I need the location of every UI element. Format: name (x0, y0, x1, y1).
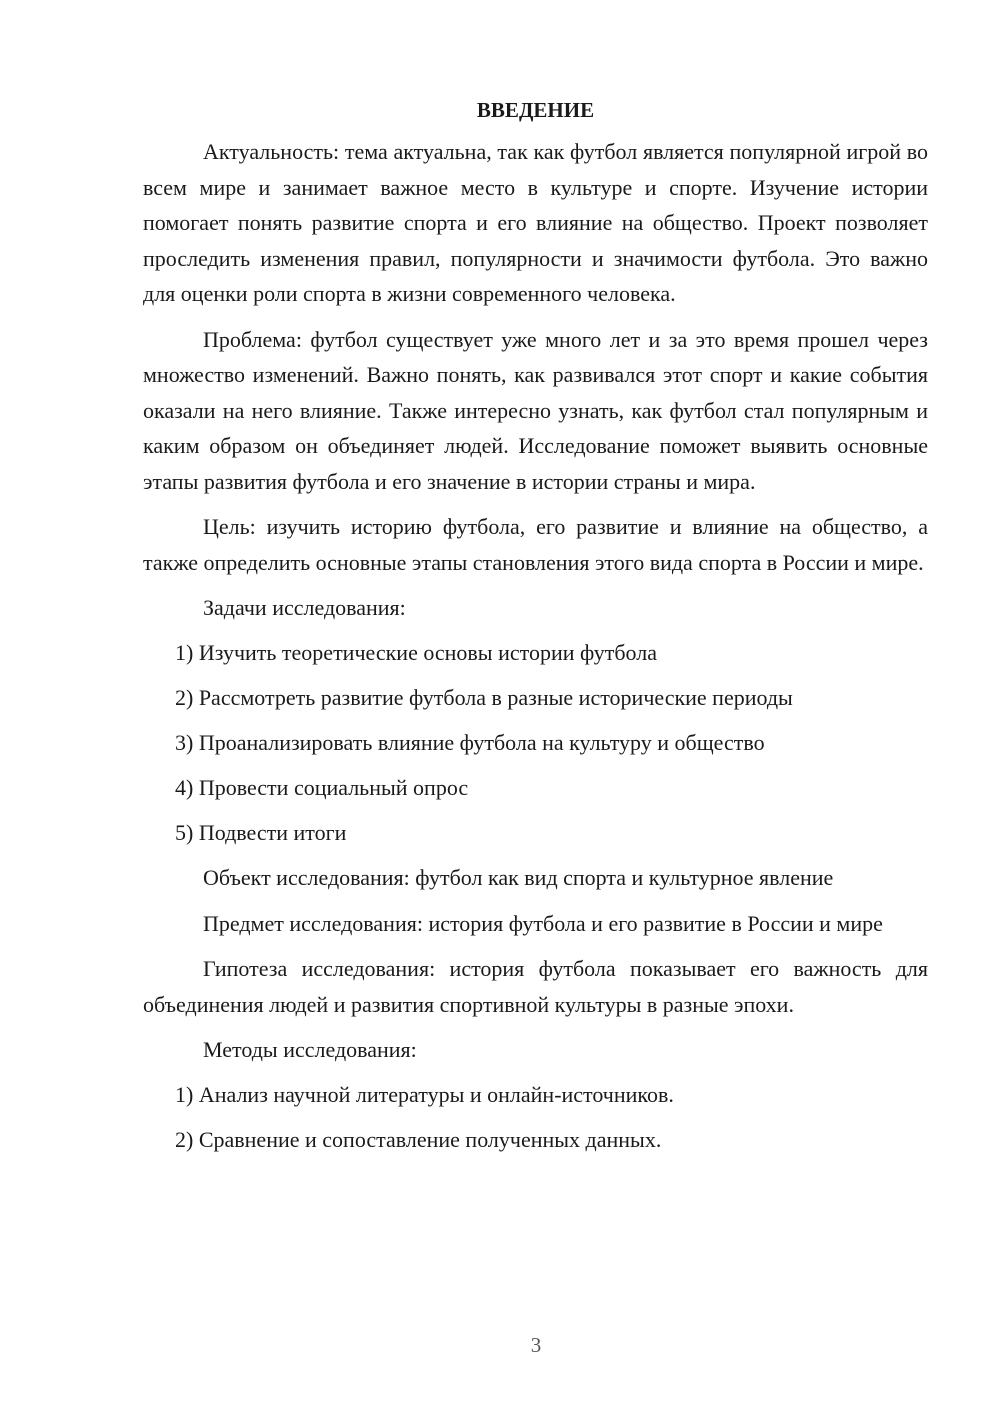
method-item: 1) Анализ научной литературы и онлайн-источников. (175, 1082, 674, 1107)
page-heading: ВВЕДЕНИЕ (476, 98, 595, 122)
methods-label: Методы исследования: (203, 1037, 417, 1062)
problem-paragraph: Проблема: футбол существует уже много лет и за это время прошел через множество изменений. Важно понять, как развивался этот спорт и какие события оказали на него влияние. Также интересно узнать, как футбол стал популярным и каким образом он объединяет людей. Исследование поможет выявить основные этапы развития футбола и его значение в истории страны и мира. (143, 326, 928, 494)
method-item: 2) Сравнение и сопоставление полученных данных. (175, 1127, 662, 1152)
relevance-paragraph: Актуальность: тема актуальна, так как футбол является популярной игрой во всем мире и занимает важное место в культуре и спорте. Изучение истории помогает понять развитие спорта и его влияние на общество. Проект позволяет проследить изменения правил, популярности и значимости футбола. Это важно для оценки роли спорта в жизни современного человека. (143, 139, 928, 306)
tasks-list (143, 635, 928, 850)
task-item: 1) Изучить теоретические основы истории футбола (175, 640, 657, 665)
object-paragraph: Объект исследования: футбол как вид спорта и культурное явление (203, 865, 834, 890)
goal-paragraph: Цель: изучить историю футбола, его развитие и влияние на общество, а также определить основные этапы становления этого вида спорта в России и мире. (143, 514, 928, 575)
task-item: 2) Рассмотреть развитие футбола в разные исторические периоды (175, 685, 793, 710)
methods-list (143, 1077, 928, 1157)
task-item: 5) Подвести итоги (175, 820, 347, 845)
task-item: 3) Проанализировать влияние футбола на культуру и общество (175, 730, 765, 755)
subject-paragraph: Предмет исследования: история футбола и его развитие в России и мире (203, 910, 883, 936)
page-number: 3 (530, 1333, 542, 1357)
hypothesis-paragraph: Гипотеза исследования: история футбола показывает его важность для объединения людей и развития спортивной культуры в разные эпохи. (143, 956, 928, 1017)
page-content (143, 94, 928, 1167)
task-item: 4) Провести социальный опрос (175, 775, 469, 800)
tasks-label: Задачи исследования: (203, 595, 406, 620)
